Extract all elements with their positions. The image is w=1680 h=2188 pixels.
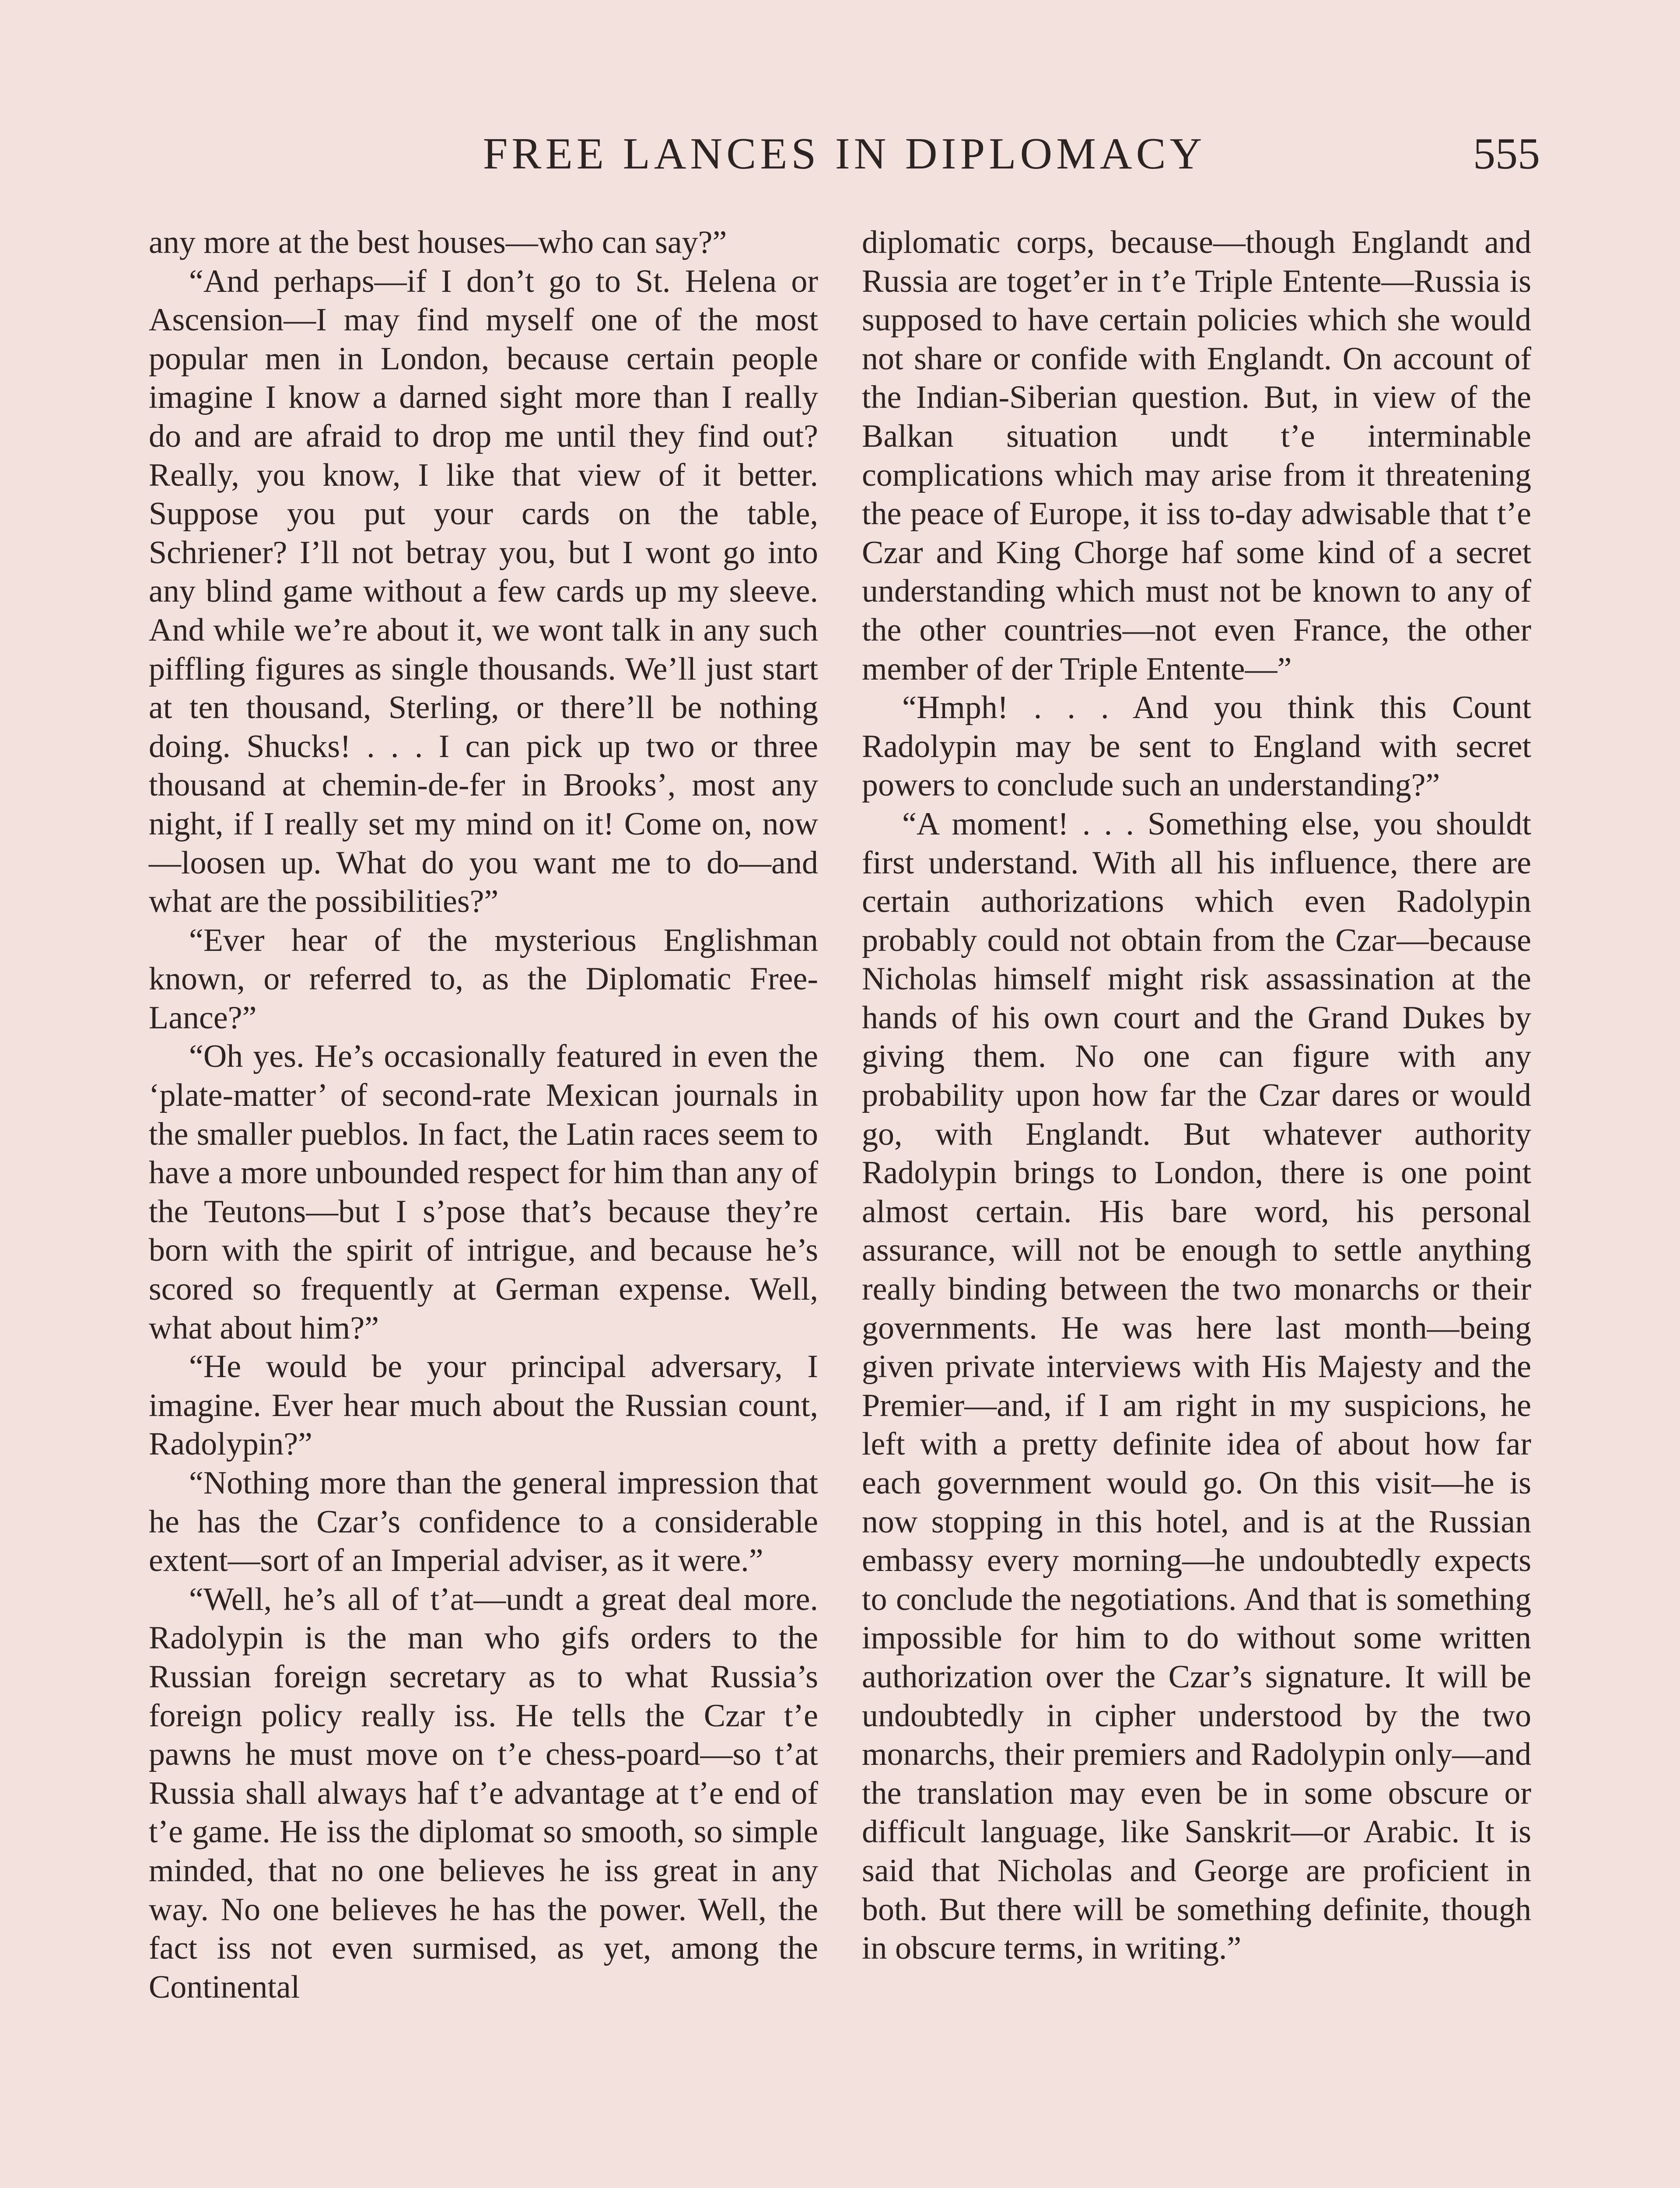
left-column bbox=[149, 223, 818, 2006]
right-column bbox=[862, 223, 1531, 1968]
paragraph: “He would be your principal adversary, I imagine. Ever hear much about the Russian count, Radolypin?” bbox=[149, 1349, 818, 1462]
running-header bbox=[149, 128, 1540, 180]
running-title: FREE LANCES IN DIPLOMACY bbox=[483, 129, 1206, 179]
page-number: 555 bbox=[1473, 129, 1540, 179]
paragraph: “Well, he’s all of t’at—undt a great deal more. Radolypin is the man who gifs orders to the Russian foreign secretary as to what Russia’s foreign policy really iss. He tells the Czar t’e pawns he must move on t’e chess-poard—so t’at Russia shall always haf t’e advantage at t’e end of t’e game. He iss the diplomat so smooth, so simple minded, that no one believes he iss great in any way. No one believes he has the power. Well, the fact iss not even surmised, as yet, among the Continental bbox=[149, 1581, 818, 2005]
paragraph: diplomatic corps, because—though Englandt and Russia are toget’er in t’e Triple Entente—Russia is supposed to have certain policies which she would not share or confide with Englandt. On account of the Indian-Siberian question. But, in view of the Balkan situation undt t’e interminable complications which may arise from it threatening the peace of Europe, it iss to-day adwisable that t’e Czar and King Chorge haf some kind of a secret understanding which must not be known to any of the other countries—not even France, the other member of der Triple Entente—” bbox=[862, 224, 1531, 687]
paragraph: “And perhaps—if I don’t go to St. Helena or Ascension—I may find myself one of the most popular men in London, because certain people imagine I know a darned sight more than I really do and are afraid to drop me until they find out? Really, you know, I like that view of it better. Suppose you put your cards on the table, Schriener? I’ll not betray you, but I wont go into any blind game without a few cards up my sleeve. And while we’re about it, we wont talk in any such piffling figures as single thousands. We’ll just start at ten thousand, Sterling, or there’ll be nothing doing. Shucks! . . . I can pick up two or three thousand at chemin-de-fer in Brooks’, most any night, if I really set my mind on it! Come on, now—loosen up. What do you want me to do—and what are the possibilities?” bbox=[149, 263, 818, 920]
paragraph: any more at the best houses—who can say?” bbox=[149, 224, 727, 260]
paragraph: “Hmph! . . . And you think this Count Radolypin may be sent to England with secret powers to conclude such an understanding?” bbox=[862, 690, 1531, 803]
paragraph: “A moment! . . . Something else, you shouldt first understand. With all his influence, there are certain authorizations which even Radolypin probably could not obtain from the Czar—because Nicholas himself might risk assassination at the hands of his own court and the Grand Dukes by giving them. No one can figure with any probability upon how far the Czar dares or would go, with Englandt. But whatever authority Radolypin brings to London, there is one point almost certain. His bare word, his personal assurance, will not be enough to settle anything really binding between the two monarchs or their governments. He was here last month—being given private interviews with His Majesty and the Premier—and, if I am right in my suspicions, he left with a pretty definite idea of about how far each government would go. On this visit—he is now stopping in this hotel, and is at the Russian embassy every morning—he undoubtedly expects to conclude the negotiations. And that is something impossible for him to do without some written authorization over the Czar’s signature. It will be undoubtedly in cipher understood by the two monarchs, their premiers and Radolypin only—and the translation may even be in some obscure or difficult language, like Sanskrit—or Arabic. It is said that Nicholas and George are proficient in both. But there will be something definite, though in obscure terms, in writing.” bbox=[862, 806, 1531, 1967]
paragraph: “Ever hear of the mysterious Englishman known, or referred to, as the Diplomatic Free-Lance?” bbox=[149, 922, 818, 1036]
paragraph: “Oh yes. He’s occasionally featured in even the ‘plate-matter’ of second-rate Mexican journals in the smaller pueblos. In fact, the Latin races seem to have a more unbounded respect for him than any of the Teutons—but I s’pose that’s because they’re born with the spirit of intrigue, and because he’s scored so frequently at German expense. Well, what about him?” bbox=[149, 1038, 818, 1346]
paragraph: “Nothing more than the general impression that he has the Czar’s confidence to a considerable extent—sort of an Imperial adviser, as it were.” bbox=[149, 1465, 818, 1579]
